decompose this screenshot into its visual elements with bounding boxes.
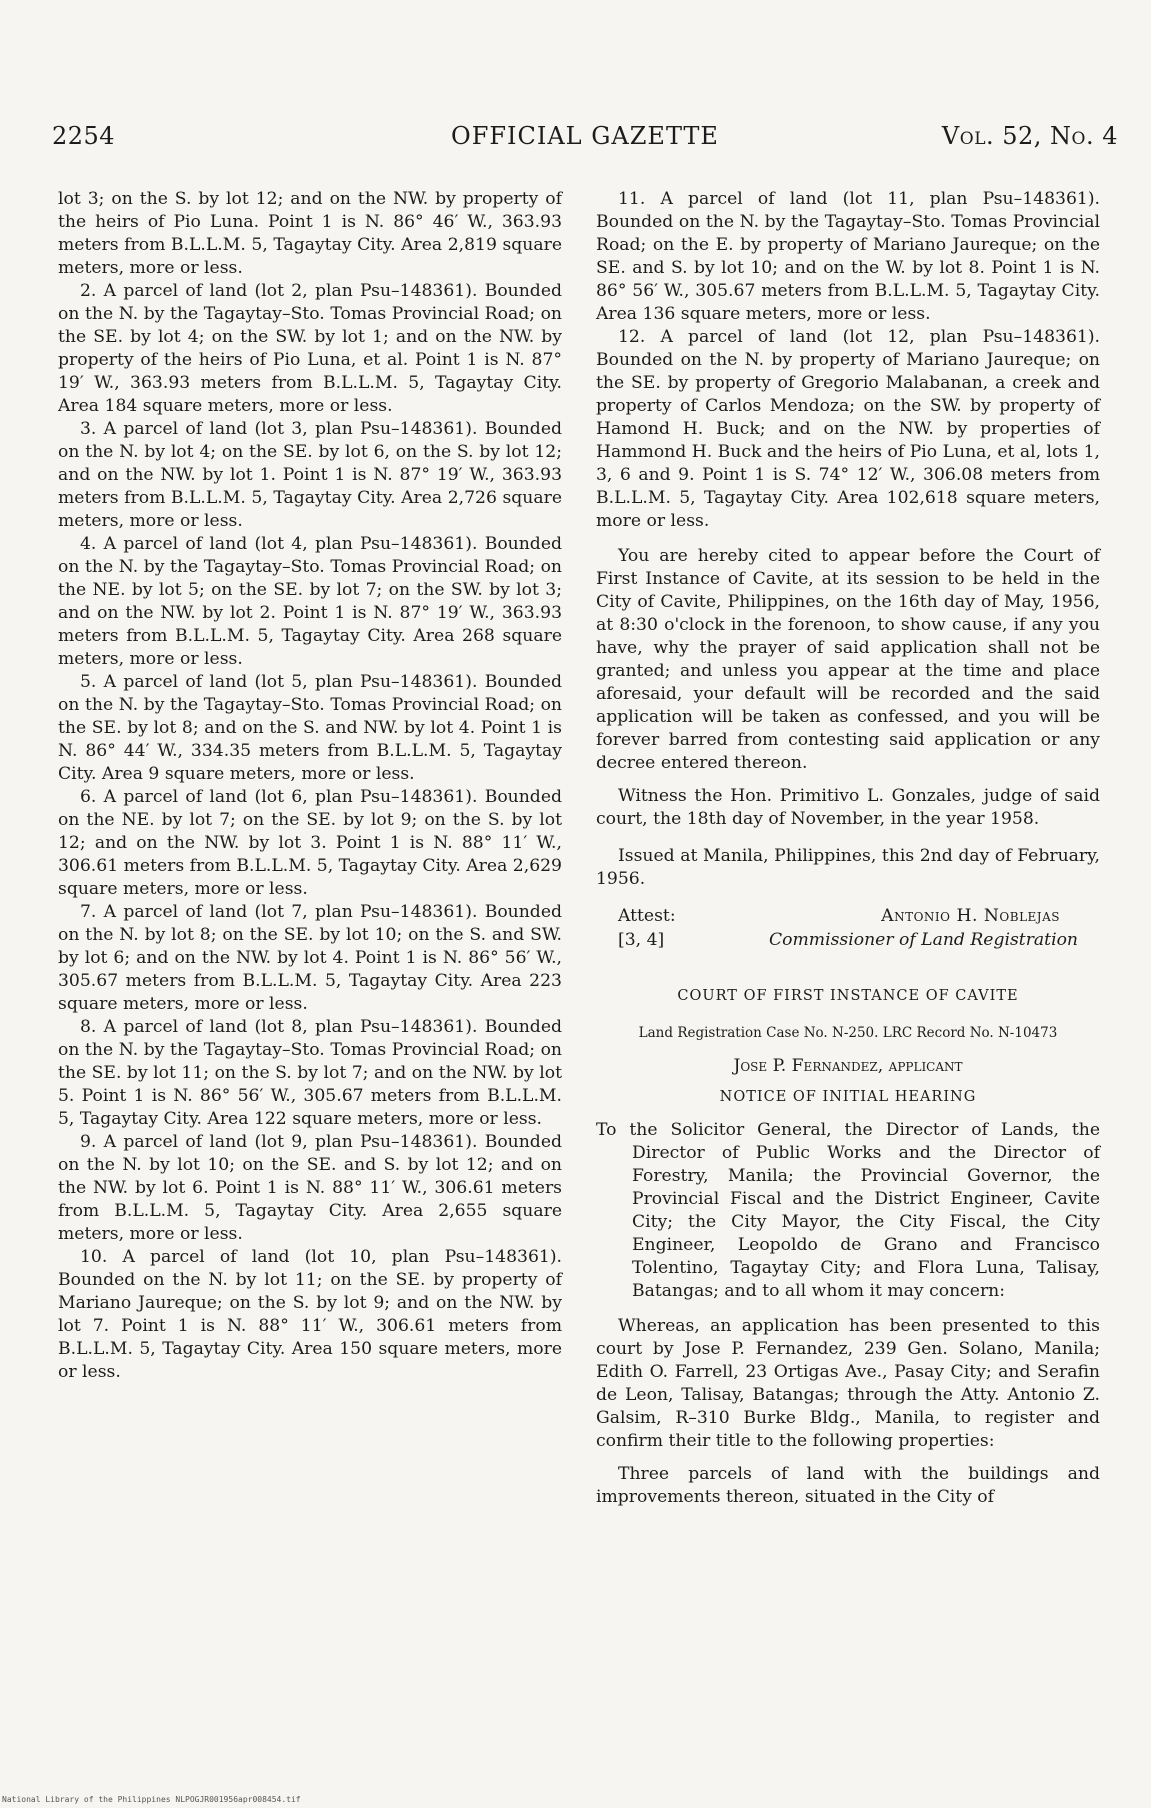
notice-heading: NOTICE OF INITIAL HEARING	[719, 1089, 977, 1105]
paragraph-lot-5: 5. A parcel of land (lot 5, plan Psu–148361). Bounded on the N. by the Tagaytay–Sto. Tomas Provincial Road; on the SE. by lot 8; and on the S. and NW. by lot 4. Point 1 is N. 86° 44′ W., 334.35 meters from B.L.L.M. 5, Tagaytay City. Area 9 square meters, more or less.	[58, 672, 562, 784]
case-number-line: Land Registration Case No. N-250. LRC Record No. N-10473	[638, 1025, 1058, 1041]
paragraph-three-parcels: Three parcels of land with the buildings and improvements thereon, situated in the City of	[596, 1464, 1100, 1507]
paragraph-lot-6: 6. A parcel of land (lot 6, plan Psu–148361). Bounded on the NE. by lot 7; on the SE. by lot 9; on the S. by lot 12; and on the NW. by lot 3. Point 1 is N. 88° 11′ W., 306.61 meters from B.L.L.M. 5, Tagaytay City. Area 2,629 square meters, more or less.	[58, 787, 562, 899]
paragraph-lot-7: 7. A parcel of land (lot 7, plan Psu–148361). Bounded on the N. by lot 8; on the SE. by lot 10; on the S. and SW. by lot 6; and on the NW. by lot 4. Point 1 is N. 86° 56′ W., 305.67 meters from B.L.L.M. 5, Tagaytay City. Area 223 square meters, more or less.	[58, 902, 562, 1014]
paragraph-citation: You are hereby cited to appear before the Court of First Instance of Cavite, at its session to be held in the City of Cavite, Philippines, on the 16th day of May, 1956, at 8:30 o'clock in the forenoon, to show cause, if any you have, why the prayer of said application shall not be granted; and unless you appear at the time and place aforesaid, your default will be recorded and the said application will be taken as confessed, and you will be forever barred from contesting said application or any decree entered thereon.	[596, 546, 1100, 773]
scan-footer: National Library of the Philippines NLPOGJR001956apr008454.tif	[2, 1795, 301, 1804]
attest-role: Commissioner of Land Registration	[769, 930, 1078, 950]
paragraph-lot-11: 11. A parcel of land (lot 11, plan Psu–148361). Bounded on the N. by the Tagaytay–Sto. Tomas Provincial Road; on the E. by property of Mariano Jaureque; on the SE. and S. by lot 10; and on the W. by lot 8. Point 1 is N. 86° 56′ W., 305.67 meters from B.L.L.M. 5, Tagaytay City. Area 136 square meters, more or less.	[596, 189, 1100, 324]
paragraph-addressees: To the Solicitor General, the Director of Lands, the Director of Public Works and the Director of Forestry, Manila; the Provincial Governor, the Provincial Fiscal and the District Engineer, Cavite City; the City Mayor, the City Fiscal, the City Engineer, Leopoldo de Grano and Francisco Tolentino, Tagaytay City; and Flora Luna, Talisay, Batangas; and to all whom it may concern:	[596, 1120, 1100, 1301]
court-heading: COURT OF FIRST INSTANCE OF CAVITE	[677, 988, 1019, 1004]
attest-reference: [3, 4]	[618, 930, 665, 950]
paragraph-lot-12: 12. A parcel of land (lot 12, plan Psu–148361). Bounded on the N. by property of Mariano Jaureque; on the SE. by property of Gregorio Malabanan, a creek and property of Carlos Mendoza; on the SW. by property of Hamond H. Buck; and on the NW. by properties of Hammond H. Buck and the heirs of Pio Luna, et al, lots 1, 3, 6 and 9. Point 1 is S. 74° 12′ W., 306.08 meters from B.L.L.M. 5, Tagaytay City. Area 102,618 square meters, more or less.	[596, 327, 1100, 531]
paragraph-lot-3: 3. A parcel of land (lot 3, plan Psu–148361). Bounded on the N. by lot 4; on the SE. by lot 6, on the S. by lot 12; and on the NW. by lot 1. Point 1 is N. 87° 19′ W., 363.93 meters from B.L.L.M. 5, Tagaytay City. Area 2,726 square meters, more or less.	[58, 419, 562, 531]
attest-label: Attest:	[618, 906, 676, 926]
attestation-block	[596, 905, 1100, 957]
paragraph-witness: Witness the Hon. Primitivo L. Gonzales, judge of said court, the 18th day of November, in the year 1958.	[596, 786, 1100, 829]
volume-number: Vol. 52, No. 4	[941, 122, 1118, 150]
paragraph-lot-2: 2. A parcel of land (lot 2, plan Psu–148361). Bounded on the N. by the Tagaytay–Sto. Tomas Provincial Road; on the SE. by lot 4; on the SW. by lot 1; and on the NW. by property of the heirs of Pio Luna, et al. Point 1 is N. 87° 19′ W., 363.93 meters from B.L.L.M. 5, Tagaytay City. Area 184 square meters, more or less.	[58, 281, 562, 416]
left-column	[58, 188, 562, 1384]
paragraph-lot-8: 8. A parcel of land (lot 8, plan Psu–148361). Bounded on the N. by the Tagaytay–Sto. Tomas Provincial Road; on the SE. by lot 11; on the S. by lot 7; and on the NW. by lot 5. Point 1 is N. 86° 56′ W., 305.67 meters from B.L.L.M. 5, Tagaytay City. Area 122 square meters, more or less.	[58, 1017, 562, 1129]
paragraph-whereas: Whereas, an application has been presented to this court by Jose P. Fernandez, 239 Gen. Solano, Manila; Edith O. Farrell, 23 Ortigas Ave., Pasay City; and Serafin de Leon, Talisay, Batangas; through the Atty. Antonio Z. Galsim, R–310 Burke Bldg., Manila, to register and confirm their title to the following properties:	[596, 1316, 1100, 1451]
applicant-line: Jose P. Fernandez, applicant	[733, 1056, 963, 1076]
paragraph-lot-10: 10. A parcel of land (lot 10, plan Psu–148361). Bounded on the N. by lot 11; on the SE. by property of Mariano Jaureque; on the S. by lot 9; and on the NW. by lot 7. Point 1 is N. 88° 11′ W., 306.61 meters from B.L.L.M. 5, Tagaytay City. Area 150 square meters, more or less.	[58, 1247, 562, 1382]
publication-title: OFFICIAL GAZETTE	[451, 122, 719, 150]
paragraph-lot-1: lot 3; on the S. by lot 12; and on the NW. by property of the heirs of Pio Luna. Point 1 is N. 86° 46′ W., 363.93 meters from B.L.L.M. 5, Tagaytay City. Area 2,819 square meters, more or less.	[58, 189, 562, 278]
attest-name: Antonio H. Noblejas	[881, 906, 1060, 926]
paragraph-issued: Issued at Manila, Philippines, this 2nd day of February, 1956.	[596, 846, 1100, 889]
page-header	[52, 122, 1118, 156]
right-column	[596, 188, 1100, 1509]
page-number: 2254	[52, 122, 116, 150]
paragraph-lot-9: 9. A parcel of land (lot 9, plan Psu–148361). Bounded on the N. by lot 10; on the SE. and S. by lot 12; and on the NW. by lot 6. Point 1 is N. 88° 11′ W., 306.61 meters from B.L.L.M. 5, Tagaytay City. Area 2,655 square meters, more or less.	[58, 1132, 562, 1244]
paragraph-lot-4: 4. A parcel of land (lot 4, plan Psu–148361). Bounded on the N. by the Tagaytay–Sto. Tomas Provincial Road; on the NE. by lot 5; on the SE. by lot 7; on the SW. by lot 3; and on the NW. by lot 2. Point 1 is N. 87° 19′ W., 363.93 meters from B.L.L.M. 5, Tagaytay City. Area 268 square meters, more or less.	[58, 534, 562, 669]
